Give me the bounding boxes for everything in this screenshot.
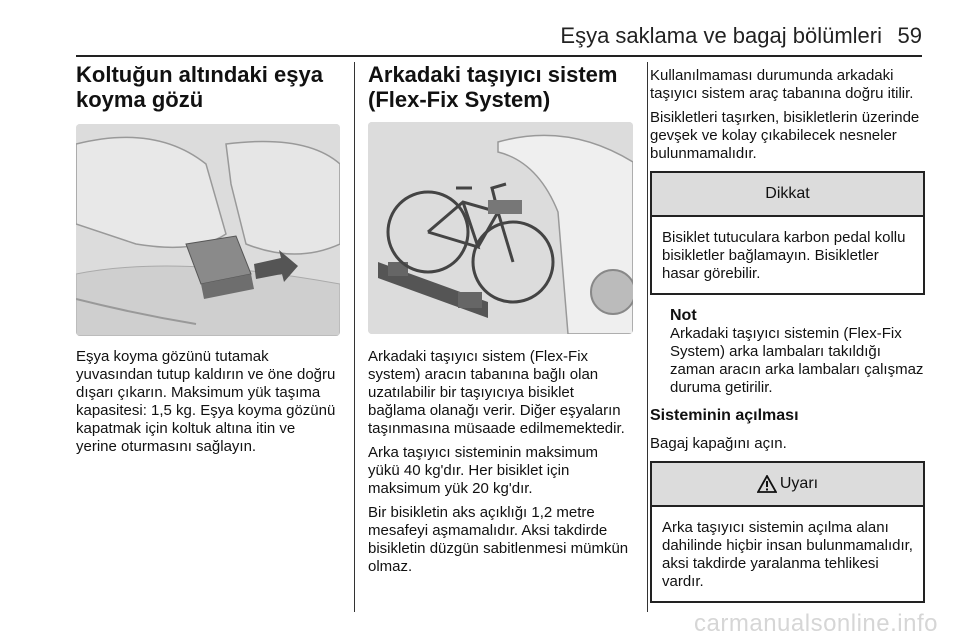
subheading-opening: Sisteminin açılması xyxy=(650,407,799,424)
seat-drawer-figure xyxy=(76,124,340,336)
warning-box xyxy=(650,461,925,603)
header-rule xyxy=(76,55,922,57)
warning-triangle-icon xyxy=(757,475,777,493)
flex-fix-paragraph-3: Bir bisikletin aks açıklığı 1,2 metre mesafeyi aşmamalıdır. Aksi takdirde bisikletin düzgün sabitlenmesi mümkün olmaz. xyxy=(368,504,629,575)
caution-box xyxy=(650,171,925,295)
column-3 xyxy=(650,62,925,603)
page-header xyxy=(0,0,960,56)
note-text: Arkadaki taşıyıcı sistemin (Flex-Fix System) arka lambaları takıldığı zaman aracın arka lambaları çalışmaz duruma getirilir. xyxy=(670,325,924,396)
caution-box-header xyxy=(652,173,923,217)
column-1 xyxy=(76,62,340,456)
column-2 xyxy=(368,62,633,576)
stowing-paragraph: Kullanılmaması durumunda arkadaki taşıyıcı sistem araç tabanına doğru itilir. xyxy=(650,67,914,102)
warning-title: Uyarı xyxy=(779,475,819,492)
bicycle-carrier-figure xyxy=(368,122,633,334)
section-heading-seat-drawer: Koltuğun altındaki eşya koyma gözü xyxy=(76,62,323,112)
watermark: carmanualsonline.info xyxy=(694,610,938,637)
open-tailgate-paragraph: Bagaj kapağını açın. xyxy=(650,435,787,452)
warning-box-header xyxy=(652,463,923,507)
note-title: Not xyxy=(670,307,697,324)
caution-title: Dikkat xyxy=(765,185,810,202)
section-heading-flex-fix: Arkadaki taşıyıcı sistem (Flex-Fix System) xyxy=(368,62,618,112)
loose-items-paragraph: Bisikletleri taşırken, bisikletlerin üzerinde gevşek ve kolay çıkabilecek nesneler bulunmamalıdır. xyxy=(650,109,920,162)
flex-fix-paragraph-2: Arka taşıyıcı sisteminin maksimum yükü 40 kg'dır. Her bisiklet için maksimum yük 20 kg'dır. xyxy=(368,444,599,497)
warning-text: Arka taşıyıcı sistemin açılma alanı dahilinde hiçbir insan bulunmamalıdır, aksi takdirde yaralanma tehlikesi vardır. xyxy=(662,519,913,590)
flex-fix-paragraph-1: Arkadaki taşıyıcı sistem (Flex-Fix system) aracın tabanına bağlı olan uzatılabilir bir taşıyıcıya bisiklet bağlama olanağı verir. Diğer eşyaların taşınmasına müsaade edilmemektedir. xyxy=(368,348,625,437)
seat-drawer-paragraph: Eşya koyma gözünü tutamak yuvasından tutup kaldırın ve öne doğru dışarı çıkarın. Maksimum yük taşıma kapasitesi: 1,5 kg. Eşya koyma gözünü kapatmak için koltuk altına itin ve yerine oturmasını sağlayın. xyxy=(76,348,336,455)
note-block xyxy=(650,307,925,397)
column-divider-2 xyxy=(647,62,648,612)
page-number: 59 xyxy=(897,23,922,48)
running-title: Eşya saklama ve bagaj bölümleri xyxy=(560,23,882,48)
caution-text: Bisiklet tutuculara karbon pedal kollu bisikletler bağlamayın. Bisikletler hasar görebilir. xyxy=(662,229,906,282)
column-divider-1 xyxy=(354,62,355,612)
